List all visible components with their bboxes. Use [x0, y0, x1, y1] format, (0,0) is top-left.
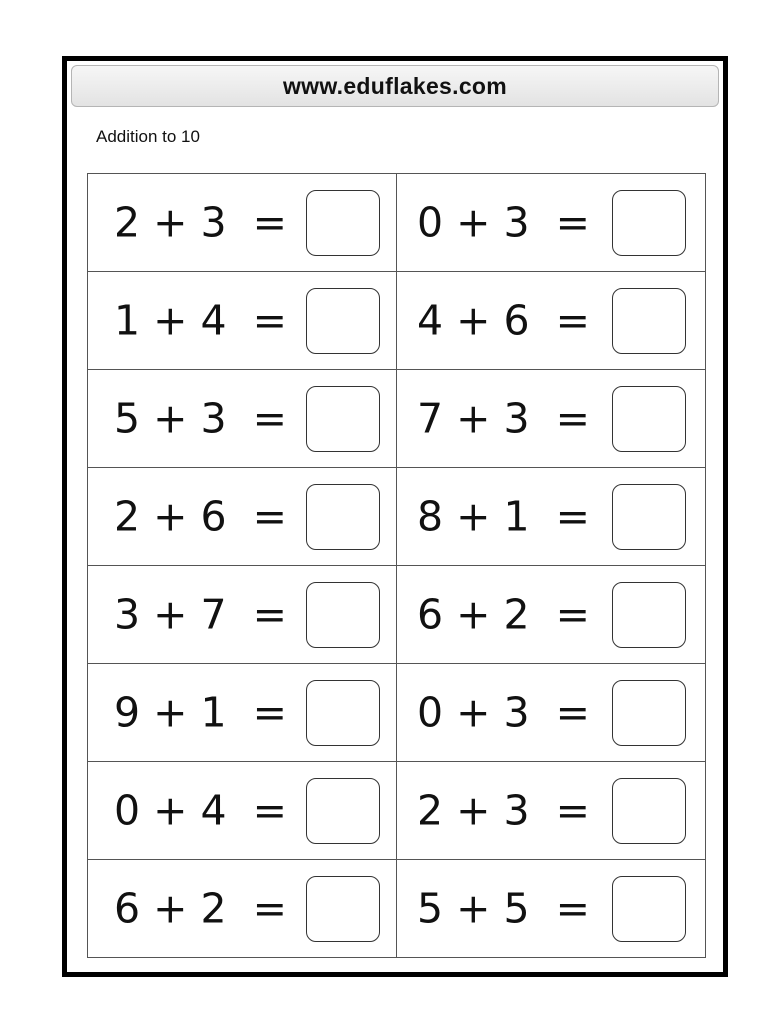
equation-text: 6 + 2 = [417, 590, 591, 638]
equation-text: 2 + 6 = [114, 492, 288, 540]
answer-box[interactable] [306, 876, 380, 942]
worksheet-page [62, 56, 728, 977]
equation-text: 2 + 3 = [417, 786, 591, 834]
problem-cell [88, 566, 397, 664]
answer-box[interactable] [612, 582, 686, 648]
equation-text: 7 + 3 = [417, 394, 591, 442]
problem-cell [397, 370, 706, 468]
answer-box[interactable] [306, 484, 380, 550]
site-url: www.eduflakes.com [282, 72, 508, 99]
answer-box[interactable] [612, 484, 686, 550]
problem-cell [397, 860, 706, 958]
problem-cell [397, 272, 706, 370]
problem-cell [397, 174, 706, 272]
worksheet-title: Addition to 10 [96, 127, 200, 146]
equation-text: 2 + 3 = [114, 198, 288, 246]
problem-cell [397, 566, 706, 664]
answer-box[interactable] [306, 680, 380, 746]
problem-cell [88, 762, 397, 860]
equation-text: 5 + 5 = [417, 884, 591, 932]
equation-text: 5 + 3 = [114, 394, 288, 442]
problem-cell [88, 468, 397, 566]
answer-box[interactable] [612, 386, 686, 452]
problem-cell [88, 272, 397, 370]
answer-box[interactable] [612, 288, 686, 354]
problem-cell [397, 762, 706, 860]
site-header-bar [71, 65, 719, 107]
problem-cell [88, 174, 397, 272]
equation-text: 1 + 4 = [114, 296, 288, 344]
answer-box[interactable] [612, 680, 686, 746]
equation-text: 3 + 7 = [114, 590, 288, 638]
answer-box[interactable] [612, 190, 686, 256]
equation-text: 8 + 1 = [417, 492, 591, 540]
problem-grid [87, 173, 706, 958]
problem-cell [88, 860, 397, 958]
equation-text: 4 + 6 = [417, 296, 591, 344]
equation-text: 0 + 3 = [417, 688, 591, 736]
problem-cell [397, 468, 706, 566]
answer-box[interactable] [306, 386, 380, 452]
answer-box[interactable] [612, 778, 686, 844]
problem-cell [88, 370, 397, 468]
answer-box[interactable] [612, 876, 686, 942]
answer-box[interactable] [306, 778, 380, 844]
equation-text: 6 + 2 = [114, 884, 288, 932]
equation-text: 0 + 4 = [114, 786, 288, 834]
answer-box[interactable] [306, 582, 380, 648]
answer-box[interactable] [306, 288, 380, 354]
problem-cell [88, 664, 397, 762]
equation-text: 9 + 1 = [114, 688, 288, 736]
equation-text: 0 + 3 = [417, 198, 591, 246]
problem-cell [397, 664, 706, 762]
answer-box[interactable] [306, 190, 380, 256]
